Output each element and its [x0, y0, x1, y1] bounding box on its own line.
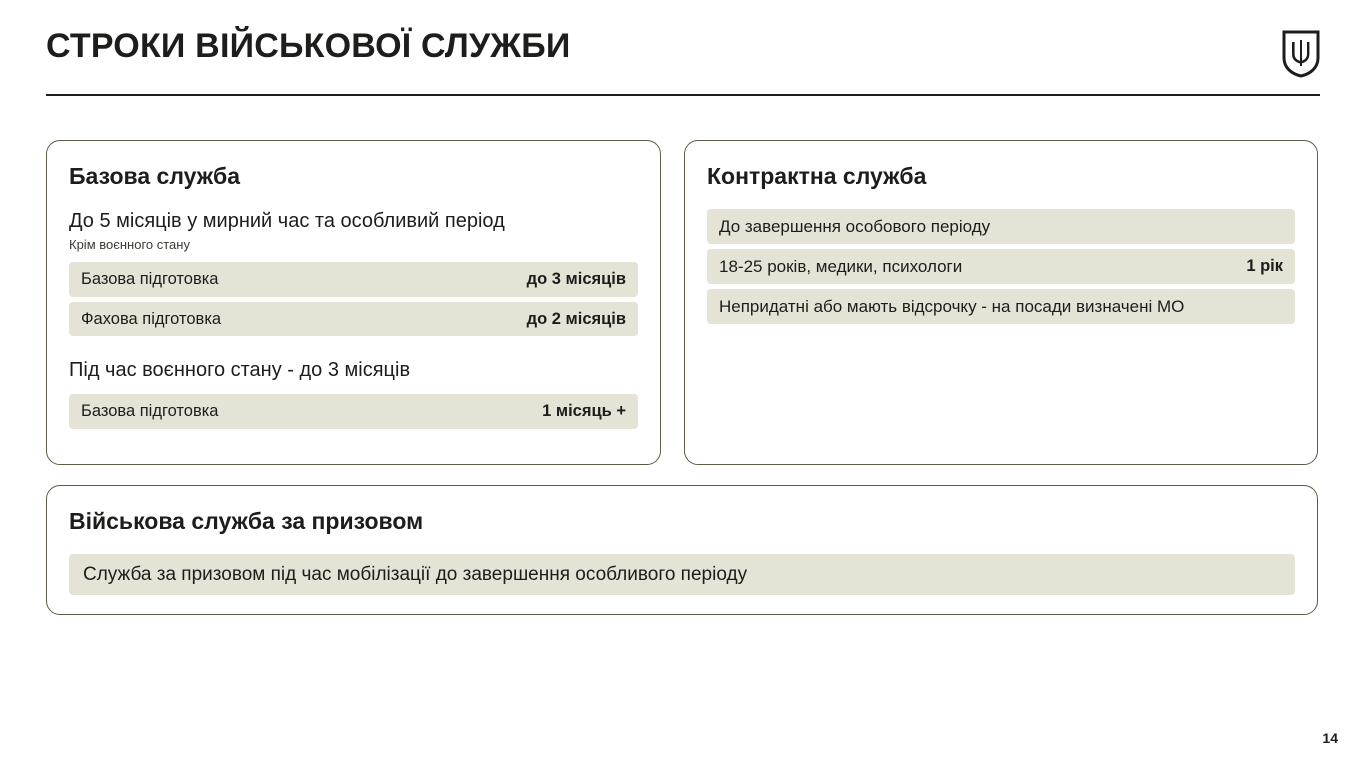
- row-label: Базова підготовка: [81, 270, 219, 289]
- card-conscript-service: [46, 485, 1318, 615]
- ukraine-trident-emblem-icon: [1282, 30, 1320, 78]
- slide-header: [46, 22, 1320, 94]
- card-basic-service-title: Базова служба: [69, 163, 241, 189]
- page-title: СТРОКИ ВІЙСЬКОВОЇ СЛУЖБИ: [46, 27, 571, 65]
- table-row: [69, 554, 1295, 596]
- row-value: до 2 місяців: [526, 309, 626, 328]
- row-label: Фахова підготовка: [81, 309, 222, 328]
- row-label: Служба за призовом під час мобілізації до завершення особливого періоду: [83, 563, 748, 585]
- row-label: Базова підготовка: [81, 402, 219, 421]
- card-contract-service: [684, 140, 1318, 465]
- table-row: [69, 302, 638, 337]
- card-contract-service-title: Контрактна служба: [707, 163, 927, 189]
- basic-section1-note: Крім воєнного стану: [69, 236, 190, 252]
- header-divider: [46, 94, 1320, 96]
- table-row: [69, 394, 638, 429]
- basic-section1-heading: До 5 місяців у мирний час та особливий період: [69, 209, 505, 232]
- basic-section2-heading: Під час воєнного стану - до 3 місяців: [69, 359, 411, 382]
- table-row: [707, 209, 1295, 244]
- heading-spacer: [69, 383, 638, 394]
- card-basic-service: [46, 140, 661, 465]
- card-conscript-service-title: Військова служба за призовом: [69, 508, 424, 534]
- table-row: [707, 289, 1295, 324]
- table-row: [707, 249, 1295, 284]
- row-label: Непридатні або мають відсрочку - на посади визначені МО: [719, 297, 1185, 317]
- table-row: [69, 262, 638, 297]
- row-value: до 3 місяців: [526, 270, 626, 289]
- row-label: 18-25 років, медики, психологи: [719, 256, 963, 276]
- row-value: 1 місяць +: [542, 402, 626, 421]
- row-value: 1 рік: [1246, 257, 1283, 276]
- row-label: До завершення особового періоду: [719, 216, 991, 236]
- page-number: 14: [1322, 730, 1338, 746]
- section-spacer: [69, 341, 638, 358]
